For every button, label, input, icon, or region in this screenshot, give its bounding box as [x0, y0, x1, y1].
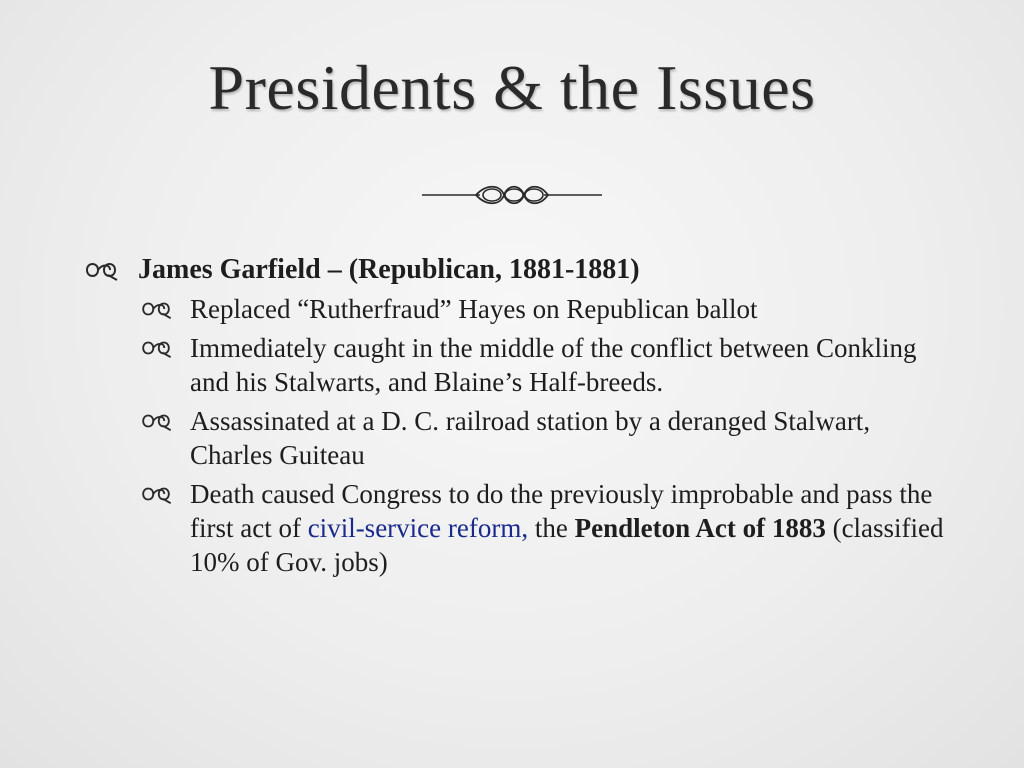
sub-bullet-text-part: Death caused Congress to do the previously improbable and pass the first act of	[190, 479, 933, 543]
main-bullet	[84, 252, 944, 288]
slide-body	[84, 252, 944, 584]
pendleton-act-bold: Pendleton Act of 1883	[574, 513, 826, 543]
sub-bullet-text-part: the	[528, 513, 575, 543]
civil-service-reform-link[interactable]: civil-service reform,	[307, 513, 529, 543]
slide-title: Presidents & the Issues	[208, 52, 816, 123]
sub-bullet-4	[84, 477, 944, 579]
double-loop-bullet-icon	[140, 298, 172, 320]
sub-bullet-2	[84, 331, 944, 399]
sub-bullet-text: Replaced “Rutherfraud” Hayes on Republican ballot	[190, 294, 758, 324]
double-loop-bullet-icon	[84, 258, 118, 282]
double-loop-bullet-icon	[140, 410, 172, 432]
sub-bullet-text: Assassinated at a D. C. railroad station by a deranged Stalwart, Charles Guiteau	[190, 406, 871, 470]
flourish-divider-icon	[420, 180, 604, 210]
sub-bullet-text: Immediately caught in the middle of the conflict between Conkling and his Stalwarts, and Blaine’s Half-breeds.	[190, 333, 917, 397]
main-bullet-text: James Garfield – (Republican, 1881-1881)	[138, 254, 640, 285]
sub-bullet-text-part: (classified 10% of Gov. jobs)	[190, 513, 944, 577]
sub-bullet-1	[84, 292, 944, 326]
double-loop-bullet-icon	[140, 337, 172, 359]
sub-bullet-3	[84, 404, 944, 472]
double-loop-bullet-icon	[140, 483, 172, 505]
